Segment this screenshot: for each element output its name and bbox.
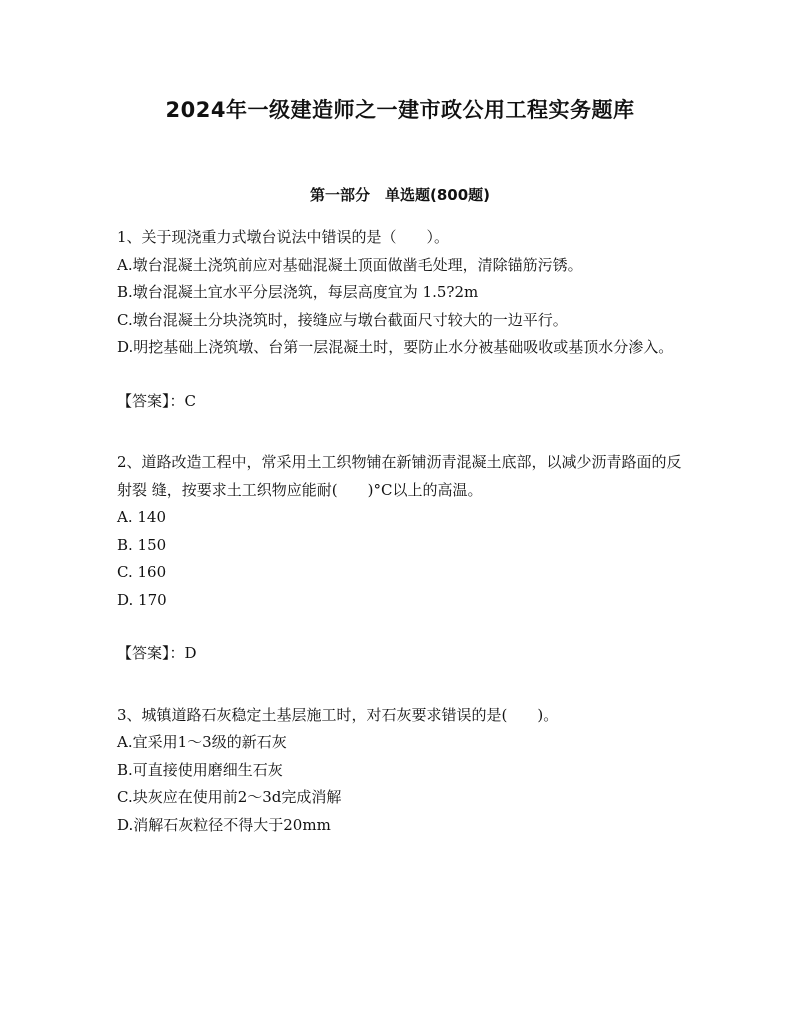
question-stem: 2、道路改造工程中，常采用土工织物铺在新铺沥青混凝土底部，以减少沥青路面的反射裂 缝，按要求土工织物应能耐( )°C以上的高温。 bbox=[117, 453, 682, 499]
option-b: B.可直接使用磨细生石灰 bbox=[117, 760, 283, 779]
option-d: D.消解石灰粒径不得大于20mm bbox=[117, 815, 331, 834]
option-b: B.墩台混凝土宜水平分层浇筑，每层高度宜为 1.5?2m bbox=[117, 283, 479, 301]
answer-value: C bbox=[184, 391, 196, 410]
answer-prefix: 【答案】： bbox=[117, 391, 185, 410]
option-a: A. 140 bbox=[117, 508, 166, 526]
answer-value: D bbox=[184, 644, 197, 662]
option-d: D.明挖基础上浇筑墩、台第一层混凝土时，要防止水分被基础吸收或基顶水分渗入。 bbox=[117, 338, 674, 356]
question-stem: 1、关于现浇重力式墩台说法中错误的是（ ）。 bbox=[117, 228, 450, 246]
question-3 bbox=[117, 702, 687, 840]
option-a: A.墩台混凝土浇筑前应对基础混凝土顶面做凿毛处理，清除锚筋污锈。 bbox=[117, 255, 583, 274]
document-title: 2024年一级建造师之一建市政公用工程实务题库 bbox=[165, 98, 635, 122]
option-b: B. 150 bbox=[117, 535, 167, 554]
option-c: C.块灰应在使用前2～3d完成消解 bbox=[117, 788, 342, 806]
option-c: C. 160 bbox=[117, 563, 167, 581]
spacer bbox=[117, 415, 687, 449]
question-list bbox=[117, 224, 687, 839]
question-stem: 3、城镇道路石灰稳定土基层施工时，对石灰要求错误的是( )。 bbox=[117, 705, 559, 724]
option-d: D. 170 bbox=[117, 590, 167, 609]
answer-line bbox=[117, 640, 687, 668]
question-1 bbox=[117, 224, 687, 415]
section-heading: 第一部分 单选题(800题) bbox=[309, 186, 491, 204]
question-2 bbox=[117, 449, 687, 668]
option-c: C.墩台混凝土分块浇筑时，接缝应与墩台截面尺寸较大的一边平行。 bbox=[117, 310, 568, 329]
answer-prefix: 【答案】： bbox=[117, 644, 185, 662]
spacer bbox=[117, 668, 687, 702]
option-a: A.宜采用1～3级的新石灰 bbox=[117, 733, 287, 751]
answer-line bbox=[117, 388, 687, 416]
